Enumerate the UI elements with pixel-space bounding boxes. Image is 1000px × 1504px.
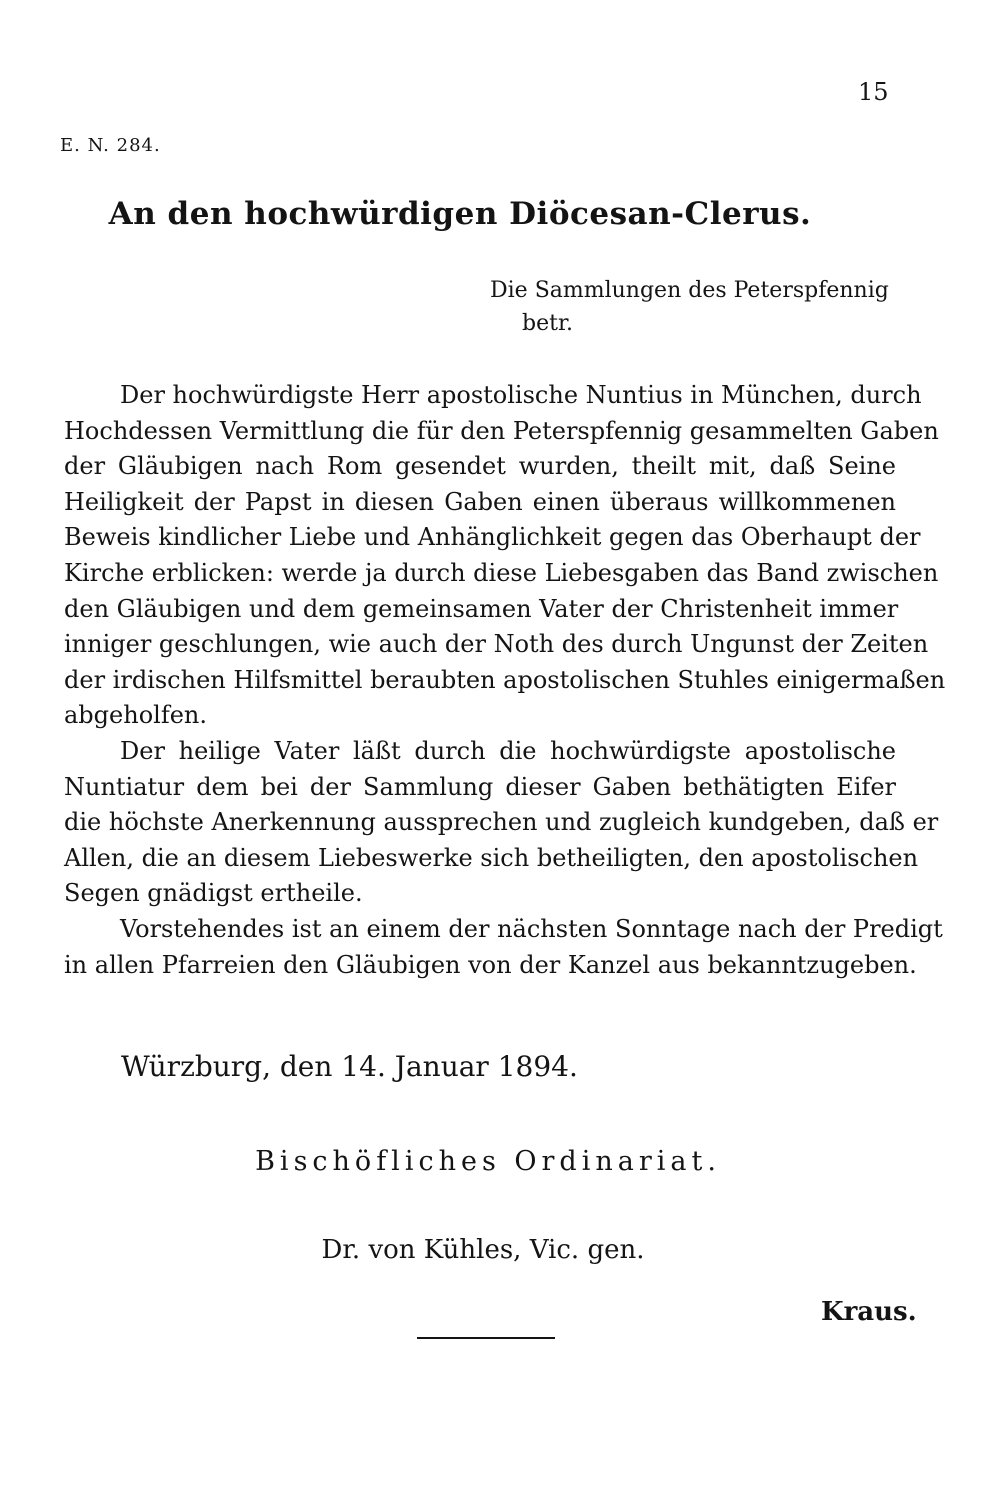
reference-number: E. N. 284. xyxy=(60,135,161,156)
body-line: den Gläubigen und dem gemeinsamen Vater der Christenheit immer xyxy=(64,594,899,623)
body-line: Hochdessen Vermittlung die für den Peterspfennig gesammelten Gaben xyxy=(64,416,939,445)
signature: Dr. von Kühles, Vic. gen. xyxy=(321,1235,645,1265)
document-title: An den hochwürdigen Diöcesan-Clerus. xyxy=(108,196,812,232)
body-line: Der hochwürdigste Herr apostolische Nuntius in München, durch xyxy=(120,381,922,409)
body-line: abgeholfen. xyxy=(64,701,207,730)
body-line: die höchste Anerkennung aussprechen und zugleich kundgeben, daß er xyxy=(64,808,939,837)
body-line: inniger geschlungen, wie auch der Noth des durch Ungunst der Zeiten xyxy=(64,630,929,659)
body-text xyxy=(64,378,946,983)
closing-rule xyxy=(417,1337,555,1339)
subject-note xyxy=(490,274,889,340)
body-line: Der heilige Vater läßt durch die hochwürdigste apostolische xyxy=(120,736,896,765)
page-number: 15 xyxy=(858,78,889,106)
body-line: Segen gnädigst ertheile. xyxy=(64,879,363,908)
subject-line: betr. xyxy=(522,311,574,336)
body-line: Allen, die an diesem Liebeswerke sich betheiligten, den apostolischen xyxy=(64,843,919,872)
body-line: Heiligkeit der Papst in diesen Gaben einen überaus willkommenen xyxy=(64,487,896,516)
body-line: der irdischen Hilfsmittel beraubten apostolischen Stuhles einigermaßen xyxy=(64,665,946,694)
body-line: in allen Pfarreien den Gläubigen von der Kanzel aus bekanntzugeben. xyxy=(64,950,917,979)
body-line: Nuntiatur dem bei der Sammlung dieser Gaben bethätigten Eifer xyxy=(64,772,896,801)
countersignature: Kraus. xyxy=(821,1297,917,1327)
issuing-authority: Bischöfliches Ordinariat. xyxy=(255,1146,721,1177)
body-line: Beweis kindlicher Liebe und Anhänglichkeit gegen das Oberhaupt der xyxy=(64,523,921,552)
subject-line: Die Sammlungen des Peterspfennig xyxy=(490,278,889,303)
body-line: Kirche erblicken: werde ja durch diese Liebesgaben das Band zwischen xyxy=(64,558,939,587)
body-line: Vorstehendes ist an einem der nächsten Sonntage nach der Predigt xyxy=(120,914,943,943)
dateline: Würzburg, den 14. Januar 1894. xyxy=(121,1050,578,1083)
body-line: der Gläubigen nach Rom gesendet wurden, theilt mit, daß Seine xyxy=(64,452,896,481)
